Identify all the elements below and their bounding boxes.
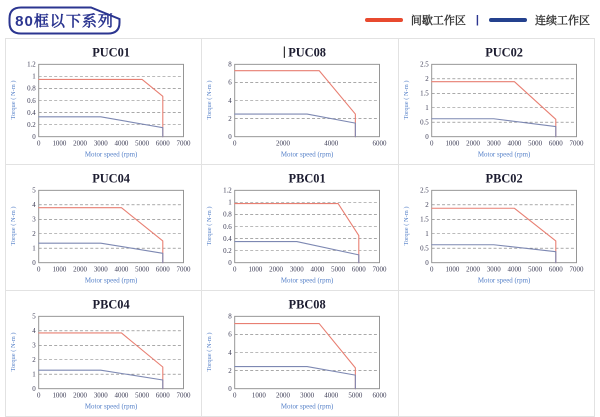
continuous-zone-swatch: [489, 18, 527, 22]
y-tick-label: 2: [228, 366, 233, 375]
x-tick-label: 3000: [486, 265, 501, 274]
x-tick-label: 3000: [93, 139, 108, 148]
x-axis-label: Motor speed (rpm): [281, 276, 334, 285]
x-tick-label: 7000: [176, 265, 191, 274]
y-axis-label: Torque ( N-m ): [206, 80, 214, 120]
x-tick-label: 0: [429, 139, 434, 148]
series-badge-label: 80框以下系列: [15, 12, 114, 30]
x-tick-label: 6000: [155, 391, 170, 400]
x-tick-label: 6000: [372, 391, 387, 400]
x-tick-label: 6000: [155, 139, 170, 148]
intermittent-zone-label: 间歇工作区: [410, 15, 466, 27]
y-tick-label: 3: [32, 215, 36, 224]
x-tick-label: 0: [233, 265, 237, 274]
chart-cell: [202, 291, 398, 417]
plot-border: [39, 316, 184, 388]
chart-title: PUC04: [92, 171, 131, 186]
continuous-zone-curve: [39, 370, 163, 389]
y-tick-label: 5: [32, 312, 36, 321]
chart-title: PUC02: [484, 45, 523, 60]
x-tick-label: 0: [233, 139, 237, 148]
y-tick-label: 0.6: [223, 222, 233, 231]
continuous-zone-curve: [39, 117, 163, 137]
y-tick-label: 0: [32, 384, 36, 393]
chart-grid: [5, 38, 595, 417]
y-tick-label: 1: [424, 104, 429, 113]
y-tick-label: 0.8: [223, 210, 233, 219]
torque-speed-chart: [202, 39, 397, 164]
y-tick-label: 0: [228, 258, 233, 267]
torque-speed-chart: [6, 39, 201, 164]
x-tick-label: 7000: [569, 139, 584, 148]
torque-speed-chart: [399, 39, 594, 164]
chart-cell: [399, 165, 595, 291]
y-tick-label: 2.5: [419, 186, 429, 195]
y-tick-label: 0: [32, 258, 36, 267]
x-tick-label: 7000: [176, 139, 191, 148]
y-tick-label: 2: [424, 201, 429, 210]
continuous-zone-curve: [235, 367, 356, 389]
x-tick-label: 3000: [93, 265, 108, 274]
x-tick-label: 1000: [52, 265, 67, 274]
x-tick-label: 4000: [114, 265, 129, 274]
x-tick-label: 5000: [135, 139, 150, 148]
y-tick-label: 1: [32, 244, 36, 253]
y-tick-label: 8: [228, 60, 233, 69]
y-tick-label: 2.5: [419, 60, 429, 69]
chart-title: PUC01: [92, 45, 131, 60]
x-axis-label: Motor speed (rpm): [84, 276, 138, 285]
y-tick-label: 0.5: [419, 244, 429, 253]
x-tick-label: 1000: [52, 139, 67, 148]
chart-title: PBC08: [288, 297, 326, 312]
series-badge: [8, 6, 121, 35]
y-axis-label: Torque ( N-m ): [402, 206, 410, 246]
x-tick-label: 7000: [176, 391, 191, 400]
empty-cell: [399, 291, 595, 417]
x-tick-label: 5000: [331, 265, 346, 274]
x-tick-label: 1000: [252, 391, 267, 400]
y-tick-label: 2: [32, 230, 36, 239]
y-tick-label: 6: [228, 78, 233, 87]
chart-cell: [6, 291, 202, 417]
x-tick-label: 5000: [348, 391, 363, 400]
torque-speed-chart: [6, 165, 201, 290]
torque-speed-chart: [399, 165, 594, 290]
y-tick-label: 0.8: [27, 84, 36, 93]
y-tick-label: 2: [424, 75, 429, 84]
torque-speed-chart: [6, 291, 201, 416]
y-tick-label: 4: [32, 327, 36, 336]
y-tick-label: 0: [228, 384, 233, 393]
legend-separator: |: [475, 14, 479, 26]
x-axis-label: Motor speed (rpm): [477, 150, 530, 159]
x-tick-label: 4000: [114, 139, 129, 148]
y-tick-label: 0.4: [27, 108, 36, 117]
y-tick-label: 0: [424, 258, 429, 267]
y-tick-label: 6: [228, 330, 233, 339]
x-axis-label: Motor speed (rpm): [281, 150, 334, 159]
y-tick-label: 1: [424, 230, 429, 239]
x-tick-label: 2000: [465, 139, 480, 148]
x-tick-label: 3000: [486, 139, 501, 148]
x-tick-label: 4000: [310, 265, 325, 274]
y-axis-label: Torque ( N-m ): [206, 332, 214, 372]
x-tick-label: 2000: [465, 265, 480, 274]
legend: [365, 12, 592, 28]
x-tick-label: 0: [233, 391, 237, 400]
x-tick-label: 0: [36, 265, 41, 274]
x-tick-label: 2000: [276, 391, 291, 400]
intermittent-zone-curve: [235, 324, 356, 389]
x-tick-label: 6000: [548, 139, 563, 148]
y-tick-label: 0: [424, 132, 429, 141]
x-tick-label: 5000: [135, 391, 150, 400]
intermittent-zone-curve: [39, 79, 163, 136]
chart-cell: [6, 39, 202, 165]
y-tick-label: 3: [32, 341, 36, 350]
x-tick-label: 1000: [52, 391, 67, 400]
y-axis-label: Torque ( N-m ): [9, 332, 17, 372]
plot-border: [431, 64, 576, 136]
chart-title: PBC04: [92, 297, 130, 312]
x-tick-label: 3000: [290, 265, 305, 274]
continuous-zone-curve: [431, 119, 555, 137]
x-axis-label: Motor speed (rpm): [84, 402, 138, 411]
x-tick-label: 1000: [445, 265, 459, 274]
intermittent-zone-swatch: [365, 18, 403, 22]
top-bar: [0, 0, 600, 38]
intermittent-zone-curve: [39, 208, 163, 263]
intermittent-zone-curve: [431, 82, 555, 137]
x-tick-label: 6000: [372, 139, 387, 148]
x-tick-label: 5000: [527, 265, 542, 274]
y-tick-label: 0: [32, 132, 36, 141]
y-tick-label: 1.5: [419, 215, 429, 224]
y-tick-label: 0.5: [419, 118, 429, 127]
y-tick-label: 1: [228, 198, 233, 207]
x-tick-label: 7000: [569, 265, 584, 274]
x-tick-label: 2000: [276, 139, 291, 148]
x-tick-label: 6000: [155, 265, 170, 274]
x-tick-label: 4000: [507, 139, 522, 148]
chart-title: PBC02: [485, 171, 523, 186]
y-tick-label: 1: [32, 72, 36, 81]
y-axis-label: Torque ( N-m ): [9, 80, 17, 120]
x-tick-label: 6000: [352, 265, 367, 274]
y-axis-label: Torque ( N-m ): [206, 206, 214, 246]
x-tick-label: 4000: [114, 391, 129, 400]
y-tick-label: 8: [228, 312, 233, 321]
torque-speed-chart: [202, 165, 397, 290]
chart-title: PUC08: [288, 45, 327, 60]
y-tick-label: 2: [32, 356, 36, 365]
chart-cell: [202, 39, 398, 165]
x-tick-label: 4000: [324, 139, 339, 148]
y-tick-label: 0.4: [223, 234, 233, 243]
x-tick-label: 4000: [507, 265, 522, 274]
chart-cell: [6, 165, 202, 291]
y-tick-label: 0.6: [27, 96, 36, 105]
y-tick-label: 1: [32, 370, 36, 379]
intermittent-zone-curve: [235, 204, 359, 263]
continuous-zone-curve: [235, 242, 359, 263]
x-tick-label: 7000: [372, 265, 387, 274]
y-tick-label: 4: [32, 201, 36, 210]
x-tick-label: 0: [36, 139, 41, 148]
x-tick-label: 4000: [324, 391, 339, 400]
x-tick-label: 1000: [445, 139, 459, 148]
torque-speed-chart: [202, 291, 397, 416]
y-tick-label: 1.2: [27, 60, 36, 69]
x-tick-label: 3000: [93, 391, 108, 400]
y-tick-label: 0: [228, 132, 233, 141]
y-tick-label: 2: [228, 114, 233, 123]
x-tick-label: 1000: [248, 265, 263, 274]
intermittent-zone-curve: [235, 71, 356, 137]
y-tick-label: 1.2: [223, 186, 233, 195]
continuous-zone-curve: [431, 245, 555, 263]
chart-cell: [399, 39, 595, 165]
y-axis-label: Torque ( N-m ): [9, 206, 17, 246]
x-tick-label: 2000: [269, 265, 284, 274]
chart-title: PBC01: [288, 171, 326, 186]
continuous-zone-curve: [39, 243, 163, 263]
x-tick-label: 2000: [73, 265, 88, 274]
y-tick-label: 4: [228, 348, 233, 357]
chart-cell: [202, 165, 398, 291]
y-tick-label: 0.2: [27, 120, 36, 129]
x-tick-label: 6000: [548, 265, 563, 274]
x-tick-label: 3000: [300, 391, 315, 400]
plot-border: [39, 190, 184, 262]
x-tick-label: 5000: [135, 265, 150, 274]
y-tick-label: 4: [228, 96, 233, 105]
intermittent-zone-curve: [39, 333, 163, 389]
x-axis-label: Motor speed (rpm): [84, 150, 138, 159]
x-axis-label: Motor speed (rpm): [477, 276, 530, 285]
x-axis-label: Motor speed (rpm): [281, 402, 334, 411]
y-tick-label: 0.2: [223, 246, 233, 255]
x-tick-label: 0: [429, 265, 434, 274]
y-axis-label: Torque ( N-m ): [402, 80, 410, 120]
text-cursor: [284, 46, 285, 57]
x-tick-label: 5000: [527, 139, 542, 148]
x-tick-label: 0: [36, 391, 41, 400]
y-tick-label: 5: [32, 186, 36, 195]
continuous-zone-curve: [235, 114, 356, 137]
y-tick-label: 1.5: [419, 89, 429, 98]
x-tick-label: 2000: [73, 139, 88, 148]
x-tick-label: 2000: [73, 391, 88, 400]
intermittent-zone-curve: [431, 208, 555, 262]
continuous-zone-label: 连续工作区: [535, 15, 590, 27]
